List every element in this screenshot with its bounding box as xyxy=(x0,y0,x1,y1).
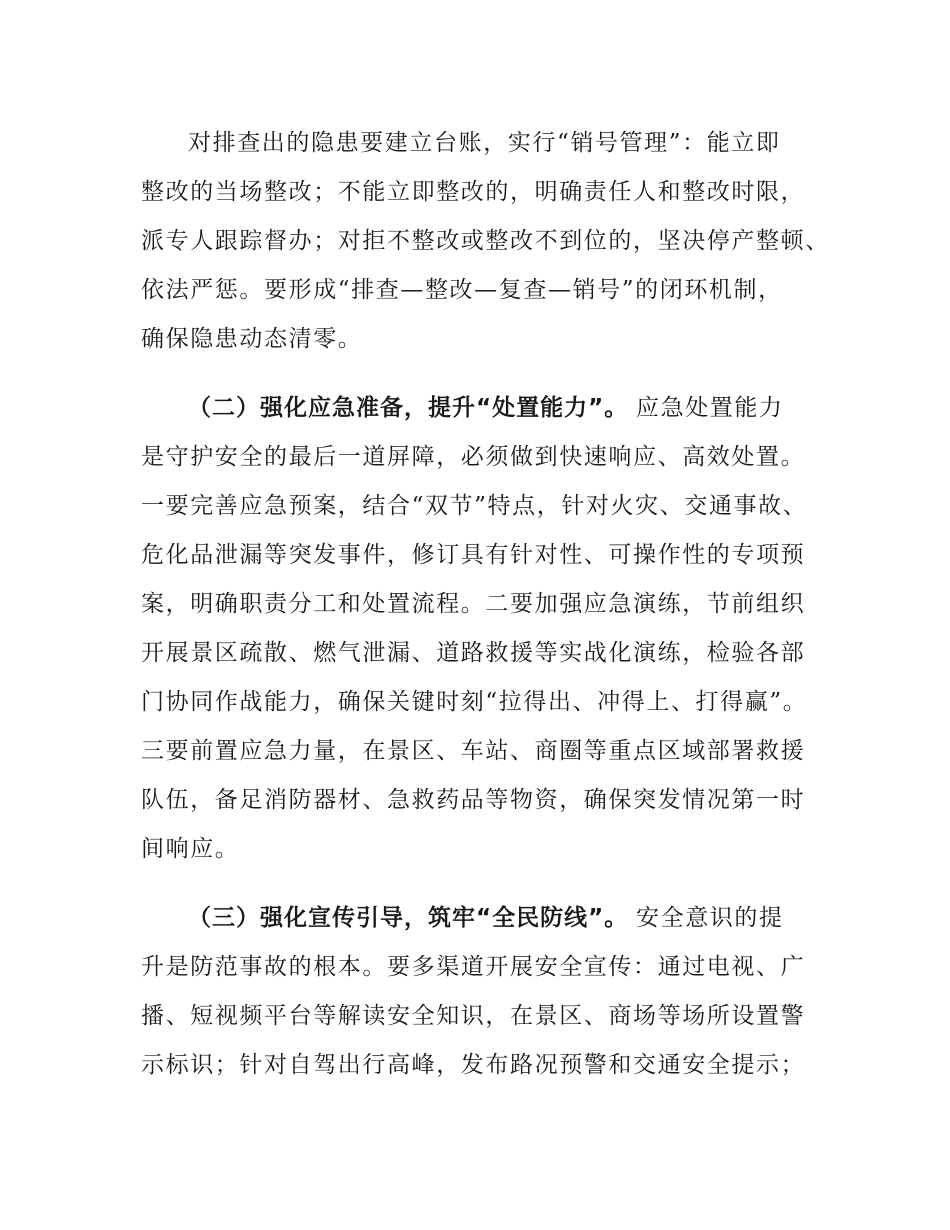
paragraph-1-line-3: 派专人跟踪督办；对拒不整改或整改不到位的，坚决停产整顿、 xyxy=(141,228,830,254)
section-heading-3: （三）强化宣传引导，筑牢“全民防线”。 xyxy=(188,905,629,931)
paragraph-1-line-1: 对排查出的隐患要建立台账，实行“销号管理”：能立即 xyxy=(188,130,781,156)
paragraph-3-line-2: 升是防范事故的根本。要多渠道开展安全宣传：通过电视、广 xyxy=(141,954,806,980)
paragraph-3-line-4: 示标识；针对自驾出行高峰，发布路况预警和交通安全提示； xyxy=(141,1052,806,1078)
section-heading-2: （二）强化应急准备，提升“处置能力”。 xyxy=(188,395,629,421)
paragraph-2-line-9: 队伍，备足消防器材、急救药品等物资，确保突发情况第一时 xyxy=(141,787,806,813)
paragraph-2-line-1: 应急处置能力 xyxy=(636,395,784,421)
paragraph-2-line-4: 危化品泄漏等突发事件，修订具有针对性、可操作性的专项预 xyxy=(141,542,806,568)
paragraph-1-line-4: 依法严惩。要形成“排查—整改—复查—销号”的闭环机制， xyxy=(141,277,783,303)
paragraph-2-line-10: 间响应。 xyxy=(141,836,240,862)
paragraph-3-line-3: 播、短视频平台等解读安全知识，在景区、商场等场所设置警 xyxy=(141,1003,806,1029)
paragraph-2-line-6: 开展景区疏散、燃气泄漏、道路救援等实战化演练，检验各部 xyxy=(141,640,806,666)
paragraph-3-line-1: 安全意识的提 xyxy=(636,905,784,931)
paragraph-2-line-5: 案，明确职责分工和处置流程。二要加强应急演练，节前组织 xyxy=(141,591,806,617)
paragraph-2-line-8: 三要前置应急力量，在景区、车站、商圈等重点区域部署救援 xyxy=(141,738,806,764)
paragraph-2-line-3: 一要完善应急预案，结合“双节”特点，针对火灾、交通事故、 xyxy=(141,493,808,519)
paragraph-1-line-2: 整改的当场整改；不能立即整改的，明确责任人和整改时限， xyxy=(141,179,806,205)
paragraph-1-line-5: 确保隐患动态清零。 xyxy=(141,326,363,352)
paragraph-2-line-2: 是守护安全的最后一道屏障，必须做到快速响应、高效处置。 xyxy=(141,444,806,470)
paragraph-2-line-7: 门协同作战能力，确保关键时刻“拉得出、冲得上、打得赢”。 xyxy=(141,689,808,715)
